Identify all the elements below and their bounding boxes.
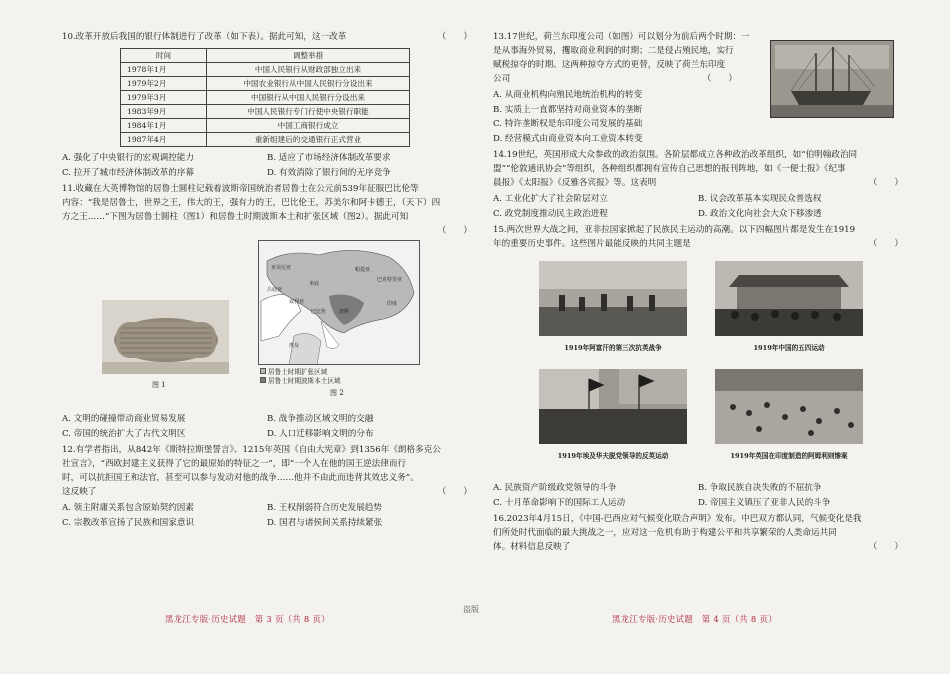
table-cell-date: 1984年1月 xyxy=(121,119,207,133)
map-label: 亚美尼亚 xyxy=(271,265,292,271)
option-a[interactable]: A. 从商业机构向殖民地统治机构的转变 xyxy=(493,90,643,100)
egypt-wafd-photo xyxy=(539,369,687,444)
options xyxy=(493,88,767,146)
table-row xyxy=(121,119,410,133)
afghan-war-photo xyxy=(539,261,687,336)
photo-grid xyxy=(493,255,903,495)
amritsar-massacre-photo xyxy=(715,369,863,444)
table-cell-date: 1987年4月 xyxy=(121,133,207,147)
question-14-line: 盟”“伦敦通讯协会”等组织，各种组织都拥有宣传自己思想的报刊阵地，如《一便士报》《纪事 xyxy=(493,164,846,174)
table-cell-date: 1983年9月 xyxy=(121,105,207,119)
table-cell-event: 中国农业银行从中国人民银行分设出来 xyxy=(207,77,410,91)
option-a[interactable]: A. 民族资产阶级政党领导的斗争 xyxy=(493,483,617,493)
answer-paren: （ ） xyxy=(437,226,472,236)
option-a[interactable]: A. 工业化扩大了社会阶层对立 xyxy=(493,194,608,204)
question-14 xyxy=(493,148,903,221)
map-label: 米底 xyxy=(309,281,320,287)
question-15 xyxy=(493,223,903,510)
question-13-line: 是从事海外贸易，攫取商业利润的时期；二是侵占殖民地，实行 xyxy=(493,46,734,56)
option-a[interactable]: A. 文明的碰撞带动商业贸易发展 xyxy=(62,414,186,424)
table-cell-event: 中国人民银行专门行使中央银行职能 xyxy=(207,105,410,119)
question-14-line: 晨报》《太阳报》《反雅各宾报》等。这表明 xyxy=(493,178,657,188)
map-label: 叙利亚 xyxy=(289,299,305,305)
answer-paren: （ ） xyxy=(868,239,903,249)
option-d[interactable]: D. 人口迁移影响文明的分布 xyxy=(267,428,374,439)
question-10 xyxy=(62,30,472,180)
question-11-line: 方之王……”下图为居鲁士圆柱（图1）和居鲁士时期波斯本土和扩张区域（图2）。据此可知 xyxy=(62,212,409,222)
map-label: 埃及 xyxy=(289,343,300,349)
option-c[interactable]: C. 特许垄断权是东印度公司发展的基础 xyxy=(493,119,643,129)
table-cell-date: 1978年1月 xyxy=(121,63,207,77)
table-row xyxy=(121,91,410,105)
map-label: 印度 xyxy=(387,301,398,307)
question-11-figures xyxy=(62,240,472,410)
option-b[interactable]: B. 议会改革基本实现民众普选权 xyxy=(698,194,822,204)
question-16-line: 们所处时代面临的最大挑战之一，应对这一危机有助于构建公平和共享繁荣的人类命运共同 xyxy=(493,528,837,538)
figure-2-caption: 图 2 xyxy=(330,389,344,397)
legend-item: 居鲁士时期扩张区域 xyxy=(268,368,328,376)
legend-item: 居鲁士时期波斯本土区域 xyxy=(268,377,341,385)
figure-1-caption: 图 1 xyxy=(152,381,166,389)
table-header: 调整举措 xyxy=(207,49,410,63)
photo-caption: 1919年中国的五四运动 xyxy=(753,344,825,352)
may-fourth-photo xyxy=(715,261,863,336)
question-13-line: 赋税掠夺的时期。这两种掠夺方式的更替，反映了荷兰东印度 xyxy=(493,60,726,70)
photo-caption: 1919年英国在印度制造的阿姆利则惨案 xyxy=(730,452,848,460)
question-12-line: 12.有学者指出，从842年《斯特拉斯堡誓言》、1215年英国《自由大宪章》到1356年《朗格多克公 xyxy=(62,445,441,455)
table-header: 时间 xyxy=(121,49,207,63)
option-c[interactable]: C. 拉开了城市经济体制改革的序幕 xyxy=(62,167,195,178)
table-row xyxy=(121,77,410,91)
question-13-line: 13.17世纪，荷兰东印度公司（如图）可以划分为前后两个时期：一 xyxy=(493,32,750,42)
table-cell-date: 1979年3月 xyxy=(121,91,207,105)
option-a[interactable]: A. 强化了中央银行的宏观调控能力 xyxy=(62,153,194,163)
question-14-line: 14.19世纪，英国形成大众参政的政治氛围。各阶层都成立各种政治改革组织，如“伯明翰政治同 xyxy=(493,150,858,160)
option-b[interactable]: B. 实质上一直都坚持对商业资本的垄断 xyxy=(493,104,643,115)
photo-caption: 1919年埃及华夫脱党领导的反英运动 xyxy=(557,452,669,460)
cyrus-cylinder-image xyxy=(102,300,229,374)
answer-paren: （ ） xyxy=(702,74,737,84)
bank-reform-table xyxy=(120,48,410,147)
question-11-line: 内容：“我是居鲁士，世界之王，伟大的王，强有力的王，巴比伦王，苏美尔和阿卡德王，（天下）四 xyxy=(62,198,441,208)
question-11 xyxy=(62,182,472,441)
table-cell-event: 中国银行从中国人民银行分设出来 xyxy=(207,91,410,105)
question-13 xyxy=(493,30,767,146)
table-row xyxy=(121,105,410,119)
options xyxy=(493,192,903,221)
answer-paren: （ ） xyxy=(868,178,903,188)
options xyxy=(62,151,472,180)
right-page-footer: 黑龙江专版·历史试题 第 4 页（共 8 页） xyxy=(612,614,777,624)
map-label: 波斯 xyxy=(339,309,350,315)
option-b[interactable]: B. 王权削弱符合历史发展趋势 xyxy=(267,503,382,513)
left-page-footer: 黑龙江专版·历史试题 第 3 页（共 8 页） xyxy=(165,614,330,624)
map-label: 巴克特里亚 xyxy=(377,277,403,283)
question-12-line: 时，可以抗拒国王和法官，甚至可以参与发动对他的战争……他并不由此而违背其效忠义务”。 xyxy=(62,473,419,483)
photo-caption: 1919年阿富汗的第三次抗英战争 xyxy=(564,344,662,352)
question-12 xyxy=(62,443,472,530)
option-c[interactable]: C. 宗教改革宣扬了民族和国家意识 xyxy=(62,517,195,528)
option-d[interactable]: D. 帝国主义镇压了亚非人民的斗争 xyxy=(698,497,831,508)
legend-swatch xyxy=(260,368,266,374)
option-b[interactable]: B. 争取民族自决失败的不屈抗争 xyxy=(698,483,822,493)
question-12-line: 这反映了 xyxy=(62,487,97,497)
question-10-text: 10.改革开放后我国的银行体制进行了改革（如下表）。据此可知，这一改革 xyxy=(62,32,347,42)
question-13-line: 公司 xyxy=(493,74,511,84)
options xyxy=(62,501,472,530)
question-16-line: 16.2023年4月15日，《中国-巴西应对气候变化联合声明》发布。中巴双方都认同，气候变化是我 xyxy=(493,514,862,524)
table-cell-event: 中国人民银行从财政部独立出来 xyxy=(207,63,410,77)
option-a[interactable]: A. 领主附庸关系包含原始契约因素 xyxy=(62,503,194,513)
question-15-line: 15.两次世界大战之间，亚非拉国家掀起了民族民主运动的高潮。以下四幅图片都是发生在1919 xyxy=(493,225,856,235)
answer-paren: （ ） xyxy=(868,542,903,552)
question-15-line: 年的重要历史事件。这些图片最能反映的共同主题是 xyxy=(493,239,691,249)
options xyxy=(62,412,472,441)
option-c[interactable]: C. 十月革命影响下的国际工人运动 xyxy=(493,497,626,508)
question-16-line: 体。材料信息反映了 xyxy=(493,542,571,552)
table-row xyxy=(121,63,410,77)
question-12-line: 社宣言》，“西欧封建主义获得了它的最原始的特征之一”，即“一个人在他的国王逆法律而行 xyxy=(62,459,407,469)
question-11-line: 11.收藏在大英博物馆的居鲁士圆柱记载着波斯帝国统治者居鲁士在公元前539年征服巴比伦等 xyxy=(62,184,419,194)
map-legend xyxy=(260,368,341,386)
table-cell-event: 中国工商银行成立 xyxy=(207,119,410,133)
option-d[interactable]: D. 经营模式由商业资本向工业资本转变 xyxy=(493,133,643,144)
option-d[interactable]: D. 有效消除了银行间的无序竞争 xyxy=(267,167,391,178)
right-page xyxy=(493,30,903,630)
legend-swatch xyxy=(260,377,266,383)
piracy-stamp: 盗版 xyxy=(463,605,479,614)
map-label: 巴比伦 xyxy=(311,309,327,315)
option-b[interactable]: B. 战争推动区域文明的交融 xyxy=(267,414,374,424)
map-label: 帕提亚 xyxy=(355,267,371,273)
table-cell-event: 重新组建后的交通银行正式营业 xyxy=(207,133,410,147)
table-cell-date: 1979年2月 xyxy=(121,77,207,91)
table-row xyxy=(121,133,410,147)
left-page xyxy=(62,30,472,630)
persian-empire-map xyxy=(258,240,420,365)
option-b[interactable]: B. 适应了市场经济体制改革要求 xyxy=(267,153,391,163)
option-d[interactable]: D. 国君与诸侯间关系持续紧张 xyxy=(267,517,383,528)
option-c[interactable]: C. 帝国的统治扩大了古代文明区 xyxy=(62,428,186,439)
question-16 xyxy=(493,512,903,554)
option-c[interactable]: C. 政党制度推动民主政治进程 xyxy=(493,208,608,219)
option-d[interactable]: D. 政治文化向社会大众下移渗透 xyxy=(698,208,822,219)
answer-paren: （ ） xyxy=(437,32,472,42)
answer-paren: （ ） xyxy=(437,487,472,497)
map-label: 吕底亚 xyxy=(267,287,283,293)
